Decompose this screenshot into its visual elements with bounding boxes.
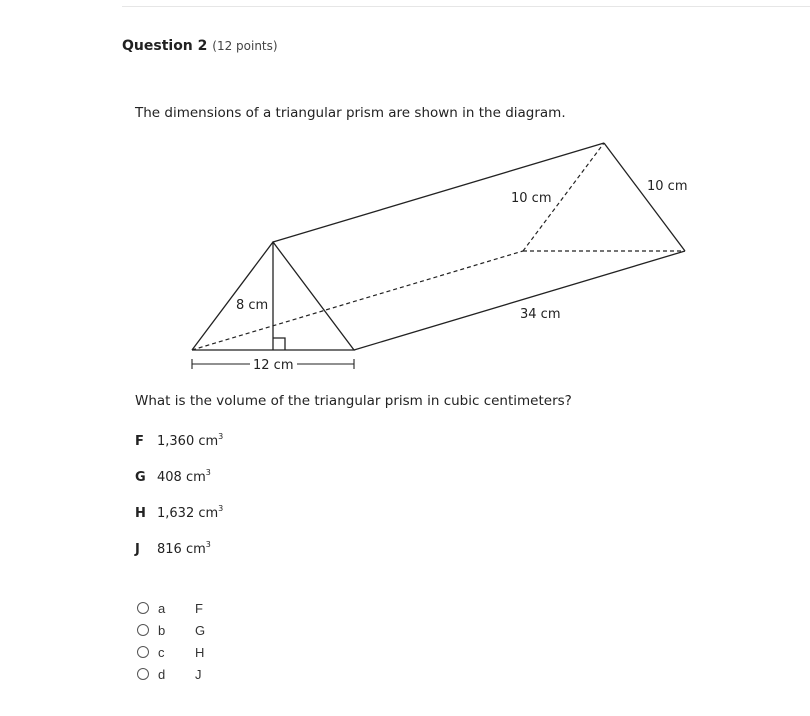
question-points: (12 points) (212, 39, 278, 53)
choice-f (135, 432, 223, 449)
option-value: G (195, 622, 206, 638)
option-key: d (158, 666, 166, 682)
choice-letter: G (135, 470, 146, 485)
back-right-slant (604, 143, 685, 251)
question-ask: What is the volume of the triangular prism in cubic centimeters? (135, 393, 572, 409)
radio-button[interactable] (137, 602, 149, 614)
option-key: a (158, 600, 166, 616)
answer-option-b[interactable] (137, 621, 206, 639)
option-key: b (158, 622, 166, 638)
choice-value: 1,360 cm (157, 434, 219, 449)
back-slant-label: 10 cm (511, 191, 552, 206)
choice-unit-exponent: 3 (205, 540, 211, 549)
option-value: F (195, 600, 203, 616)
length-label: 34 cm (520, 307, 561, 322)
choice-letter: J (135, 542, 140, 557)
option-value: H (195, 644, 205, 660)
question-title: Question 2 (122, 38, 208, 54)
option-key: c (158, 644, 165, 660)
choice-letter: H (135, 506, 146, 521)
answer-option-c[interactable] (137, 643, 205, 661)
choice-value: 816 cm (157, 542, 206, 557)
choice-value: 1,632 cm (157, 506, 219, 521)
question-prompt: The dimensions of a triangular prism are shown in the diagram. (135, 105, 566, 121)
base-label: 12 cm (253, 358, 294, 373)
height-label: 8 cm (236, 298, 269, 313)
radio-button[interactable] (137, 646, 149, 658)
option-value: J (195, 666, 202, 682)
choice-value: 408 cm (157, 470, 206, 485)
choice-j (135, 540, 211, 557)
right-slant-label: 10 cm (647, 179, 688, 194)
choice-letter: F (135, 434, 144, 449)
right-angle-mark (273, 338, 285, 350)
choice-unit-exponent: 3 (218, 432, 224, 441)
answer-option-d[interactable] (137, 665, 202, 683)
choice-h (135, 504, 223, 521)
radio-button[interactable] (137, 668, 149, 680)
choice-unit-exponent: 3 (205, 468, 211, 477)
choice-unit-exponent: 3 (218, 504, 224, 513)
radio-button[interactable] (137, 624, 149, 636)
answer-option-a[interactable] (137, 599, 203, 617)
choice-g (135, 468, 211, 485)
bottom-right-edge (354, 251, 685, 350)
top-ridge-edge (273, 143, 604, 242)
